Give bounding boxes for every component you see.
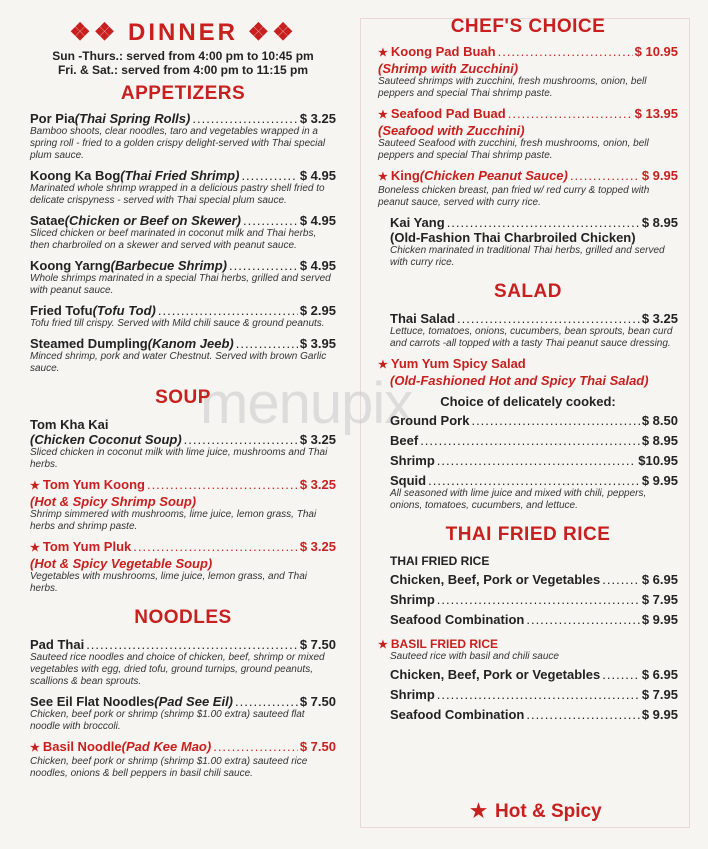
hot-spicy-star-icon: ★ xyxy=(378,109,388,121)
item-description: Sliced chicken in coconut milk with lime juice, mushrooms and Thai herbs. xyxy=(30,447,328,470)
menu-item xyxy=(30,637,336,688)
item-description: Chicken marinated in traditional Thai herbs, grilled and served with curry rice. xyxy=(390,245,665,268)
leader-dots xyxy=(437,687,640,702)
item-price: $ 10.95 xyxy=(634,44,678,59)
salad-options xyxy=(390,413,678,512)
hot-spicy-star-icon: ★ xyxy=(378,171,388,183)
leader-dots xyxy=(508,106,633,121)
item-name: Steamed Dumpling xyxy=(30,336,148,351)
menu-item-spicy xyxy=(30,539,336,595)
menu-item xyxy=(30,213,336,252)
item-price: $ 4.95 xyxy=(299,258,336,273)
item-price: $ 3.25 xyxy=(299,432,336,447)
menu-item-spicy xyxy=(378,168,678,209)
hot-spicy-star-icon: ★ xyxy=(470,801,488,822)
item-name-italic: (Kanom Jeeb) xyxy=(147,336,234,351)
option-price: $ 9.95 xyxy=(641,612,678,627)
item-description: Chicken, beef pork or shrimp (shrimp $1.00 extra) sauteed rice noodles, onions & bell peppers in basil chili sauce. xyxy=(30,756,308,779)
option-name: Shrimp xyxy=(390,453,435,468)
menu-item xyxy=(390,215,678,269)
item-subtitle: (Chicken Coconut Soup) xyxy=(30,432,182,447)
item-description: Sauteed Seafood with zucchini, fresh mushrooms, onion, bell peppers and special Thai shrimp paste. xyxy=(378,138,649,161)
option-name: Chicken, Beef, Pork or Vegetables xyxy=(390,572,601,587)
hot-spicy-star-icon: ★ xyxy=(378,639,388,651)
option-price: $ 8.95 xyxy=(641,433,678,448)
hot-spicy-star-icon: ★ xyxy=(30,480,40,492)
left-column xyxy=(30,0,336,786)
item-description: Sliced chicken or beef marinated in coconut milk and Thai herbs, then charbroiled on a skewer and served with peanut sauce. xyxy=(30,228,317,251)
leader-dots xyxy=(235,694,298,709)
hours-weekday: Sun -Thurs.: served from 4:00 pm to 10:45 pm xyxy=(52,49,314,63)
item-name: Yum Yum Spicy Salad xyxy=(390,356,526,371)
item-description: Tofu fried till crispy. Served with Mild chili sauce & ground peanuts. xyxy=(30,318,325,329)
menu-item xyxy=(30,336,336,375)
ornament-right-icon: ❖❖ xyxy=(247,19,297,46)
item-name-italic: (Thai Fried Shrimp) xyxy=(120,168,240,183)
item-description: Sauteed rice noodles and choice of chicken, beef, shrimp or mixed vegetables with egg, dried tofu, ground turnips, ground peanuts, scallions & bean sprouts. xyxy=(30,652,325,687)
leader-dots xyxy=(241,168,297,183)
leader-dots xyxy=(213,739,298,754)
ornament-left-icon: ❖❖ xyxy=(69,19,119,46)
menu-item xyxy=(30,303,336,330)
group-label xyxy=(378,637,678,651)
item-name: See Eil Flat Noodles xyxy=(30,694,155,709)
item-description: Whole shrimps marinated in a special Thai herbs, grilled and served with peanut sauce. xyxy=(30,273,331,296)
option-price: $ 6.95 xyxy=(641,572,678,587)
option-price: $ 7.95 xyxy=(641,592,678,607)
option-name: Seafood Combination xyxy=(390,707,525,722)
item-subtitle: (Hot & Spicy Vegetable Soup) xyxy=(30,556,213,571)
item-name-italic: (Thai Spring Rolls) xyxy=(74,111,191,126)
item-description: Shrimp simmered with mushrooms, lime juice, lemon grass, Thai herbs and shrimp paste. xyxy=(30,509,317,532)
leader-dots xyxy=(158,303,298,318)
item-price: $ 7.50 xyxy=(299,637,336,652)
item-name-italic: (Chicken Peanut Sauce) xyxy=(419,168,568,183)
item-name-italic: (Tofu Tod) xyxy=(92,303,156,318)
option-name: Chicken, Beef, Pork or Vegetables xyxy=(390,667,601,682)
leader-dots xyxy=(602,667,640,682)
option-name: Squid xyxy=(390,473,427,488)
item-price: $ 9.95 xyxy=(641,168,678,183)
item-name: Kai Yang xyxy=(390,215,445,230)
item-subtitle: (Hot & Spicy Shrimp Soup) xyxy=(30,494,197,509)
dinner-title xyxy=(30,18,336,47)
option-price: $ 9.95 xyxy=(641,473,678,488)
item-name: Thai Salad xyxy=(390,311,456,326)
soup-heading: SOUP xyxy=(155,387,211,408)
basil-fried-rice-group xyxy=(378,637,678,722)
group-label-text: BASIL FRIED RICE xyxy=(390,637,498,651)
item-name-italic: (Pad Kee Mao) xyxy=(121,739,212,754)
option-name: Shrimp xyxy=(390,687,435,702)
item-name: Fried Tofu xyxy=(30,303,93,318)
option-price: $ 9.95 xyxy=(641,707,678,722)
group-description: Sauteed rice with basil and chili sauce xyxy=(390,651,559,662)
salad-heading: SALAD xyxy=(494,281,562,302)
option-name: Seafood Combination xyxy=(390,612,525,627)
list-item xyxy=(390,453,678,468)
list-item xyxy=(390,592,678,607)
list-item xyxy=(390,473,678,488)
item-price: $ 7.50 xyxy=(299,739,336,754)
item-name: Seafood Pad Buad xyxy=(390,106,506,121)
item-price: $ 4.95 xyxy=(299,168,336,183)
leader-dots xyxy=(447,215,640,230)
item-description: Sauteed shrimps with zucchini, fresh mushrooms, onion, bell peppers and special Thai shrimp paste. xyxy=(378,76,647,99)
item-name: Tom Yum Pluk xyxy=(42,539,132,554)
menu-item-spicy xyxy=(378,44,678,100)
item-subtitle: (Old-Fashion Thai Charbroiled Chicken) xyxy=(390,230,636,245)
menu-item xyxy=(30,111,336,162)
chefs-choice-heading: CHEF'S CHOICE xyxy=(450,16,606,37)
leader-dots xyxy=(243,213,298,228)
choice-label: Choice of delicately cooked: xyxy=(440,394,616,409)
leader-dots xyxy=(437,592,640,607)
option-name: Shrimp xyxy=(390,592,435,607)
list-item xyxy=(390,707,678,722)
list-item xyxy=(390,413,678,428)
item-subtitle: (Old-Fashioned Hot and Spicy Thai Salad) xyxy=(390,373,649,388)
item-name-italic: (Barbecue Shrimp) xyxy=(110,258,227,273)
item-name: Basil Noodle xyxy=(42,739,122,754)
dinner-title-text: DINNER xyxy=(127,19,238,46)
option-price: $ 6.95 xyxy=(641,667,678,682)
option-price: $10.95 xyxy=(638,453,678,468)
item-name-italic: (Pad See Eil) xyxy=(154,694,234,709)
leader-dots xyxy=(437,453,636,468)
menu-item-spicy xyxy=(30,739,336,780)
leader-dots xyxy=(570,168,640,183)
leader-dots xyxy=(147,477,298,492)
thai-fried-rice-group xyxy=(390,554,678,627)
leader-dots xyxy=(602,572,640,587)
menu-item-spicy xyxy=(378,106,678,162)
item-name: Tom Kha Kai xyxy=(30,417,109,432)
leader-dots xyxy=(86,637,298,652)
leader-dots xyxy=(420,433,640,448)
list-item xyxy=(390,687,678,702)
item-description: Chicken, beef pork or shrimp (shrimp $1.00 extra) sauteed flat noodle with broccoli. xyxy=(30,709,305,732)
item-description: Lettuce, tomatoes, onions, cucumbers, bean sprouts, bean curd and carrots -all topped with a tasty Thai peanut sauce dressing. xyxy=(390,326,673,349)
item-subtitle: (Shrimp with Zucchini) xyxy=(378,61,519,76)
item-price: $ 4.95 xyxy=(299,213,336,228)
item-name: Pad Thai xyxy=(30,637,85,652)
item-name: Satae xyxy=(30,213,65,228)
item-name-italic: (Chicken or Beef on Skewer) xyxy=(64,213,241,228)
option-name: Ground Pork xyxy=(390,413,470,428)
item-price: $ 3.25 xyxy=(299,111,336,126)
hot-spicy-star-icon: ★ xyxy=(378,359,388,371)
noodles-heading: NOODLES xyxy=(134,607,232,628)
right-column xyxy=(378,0,678,722)
menu-item xyxy=(30,694,336,733)
watermark: menupix xyxy=(200,371,413,436)
menu-item-spicy xyxy=(30,477,336,533)
menu-item xyxy=(30,258,336,297)
list-item xyxy=(390,433,678,448)
item-description: Boneless chicken breast, pan fried w/ red curry & topped with peanut sauce, served with curry rice. xyxy=(378,185,650,208)
legend-label: Hot & Spicy xyxy=(495,801,602,822)
menu-item xyxy=(30,417,336,471)
hot-spicy-legend xyxy=(470,800,602,823)
item-subtitle: (Seafood with Zucchini) xyxy=(378,123,525,138)
leader-dots xyxy=(526,707,640,722)
menu-item-spicy xyxy=(378,356,678,388)
leader-dots xyxy=(192,111,297,126)
item-name: Tom Yum Koong xyxy=(42,477,145,492)
item-name: Koong Pad Buah xyxy=(390,44,496,59)
leader-dots xyxy=(457,311,640,326)
options-description: All seasoned with lime juice and mixed with chili, peppers, onions, tomatoes, cucumbers, and lettuce. xyxy=(390,488,647,511)
leader-dots xyxy=(471,413,639,428)
menu-item xyxy=(390,311,678,350)
list-item xyxy=(390,612,678,627)
item-price: $ 3.95 xyxy=(299,336,336,351)
option-name: Beef xyxy=(390,433,419,448)
option-price: $ 8.50 xyxy=(641,413,678,428)
leader-dots xyxy=(236,336,298,351)
item-name: Por Pia xyxy=(30,111,75,126)
item-price: $ 3.25 xyxy=(641,311,678,326)
item-description: Marinated whole shrimp wrapped in a delicious pastry shell fried to delicate crispyness - served with Thai special plum sauce. xyxy=(30,183,325,206)
hot-spicy-star-icon: ★ xyxy=(30,542,40,554)
group-label: THAI FRIED RICE xyxy=(390,554,490,568)
leader-dots xyxy=(133,539,298,554)
leader-dots xyxy=(184,432,298,447)
hours-weekend: Fri. & Sat.: served from 4:00 pm to 11:15 pm xyxy=(57,63,309,77)
leader-dots xyxy=(428,473,640,488)
item-price: $ 13.95 xyxy=(634,106,678,121)
leader-dots xyxy=(498,44,633,59)
item-description: Vegetables with mushrooms, lime juice, lemon grass, and Thai herbs. xyxy=(30,571,307,594)
item-price: $ 8.95 xyxy=(641,215,678,230)
appetizers-heading: APPETIZERS xyxy=(120,83,246,104)
hot-spicy-star-icon: ★ xyxy=(378,47,388,59)
item-description: Bamboo shoots, clear noodles, taro and vegetables wrapped in a spring roll - fried to a golden crispy delight-served with Thai special plum sauce. xyxy=(30,126,326,161)
item-name: King xyxy=(390,168,420,183)
item-price: $ 2.95 xyxy=(299,303,336,318)
item-name: Koong Yarng xyxy=(30,258,111,273)
item-price: $ 3.25 xyxy=(299,477,336,492)
list-item xyxy=(390,667,678,682)
menu-item xyxy=(30,168,336,207)
fried-rice-heading: THAI FRIED RICE xyxy=(445,524,611,545)
list-item xyxy=(390,572,678,587)
leader-dots xyxy=(229,258,298,273)
option-price: $ 7.95 xyxy=(641,687,678,702)
item-price: $ 7.50 xyxy=(299,694,336,709)
hot-spicy-star-icon: ★ xyxy=(30,742,40,754)
item-name: Koong Ka Bog xyxy=(30,168,121,183)
item-price: $ 3.25 xyxy=(299,539,336,554)
leader-dots xyxy=(526,612,640,627)
item-description: Minced shrimp, pork and water Chestnut. Served with brown Garlic sauce. xyxy=(30,351,327,374)
